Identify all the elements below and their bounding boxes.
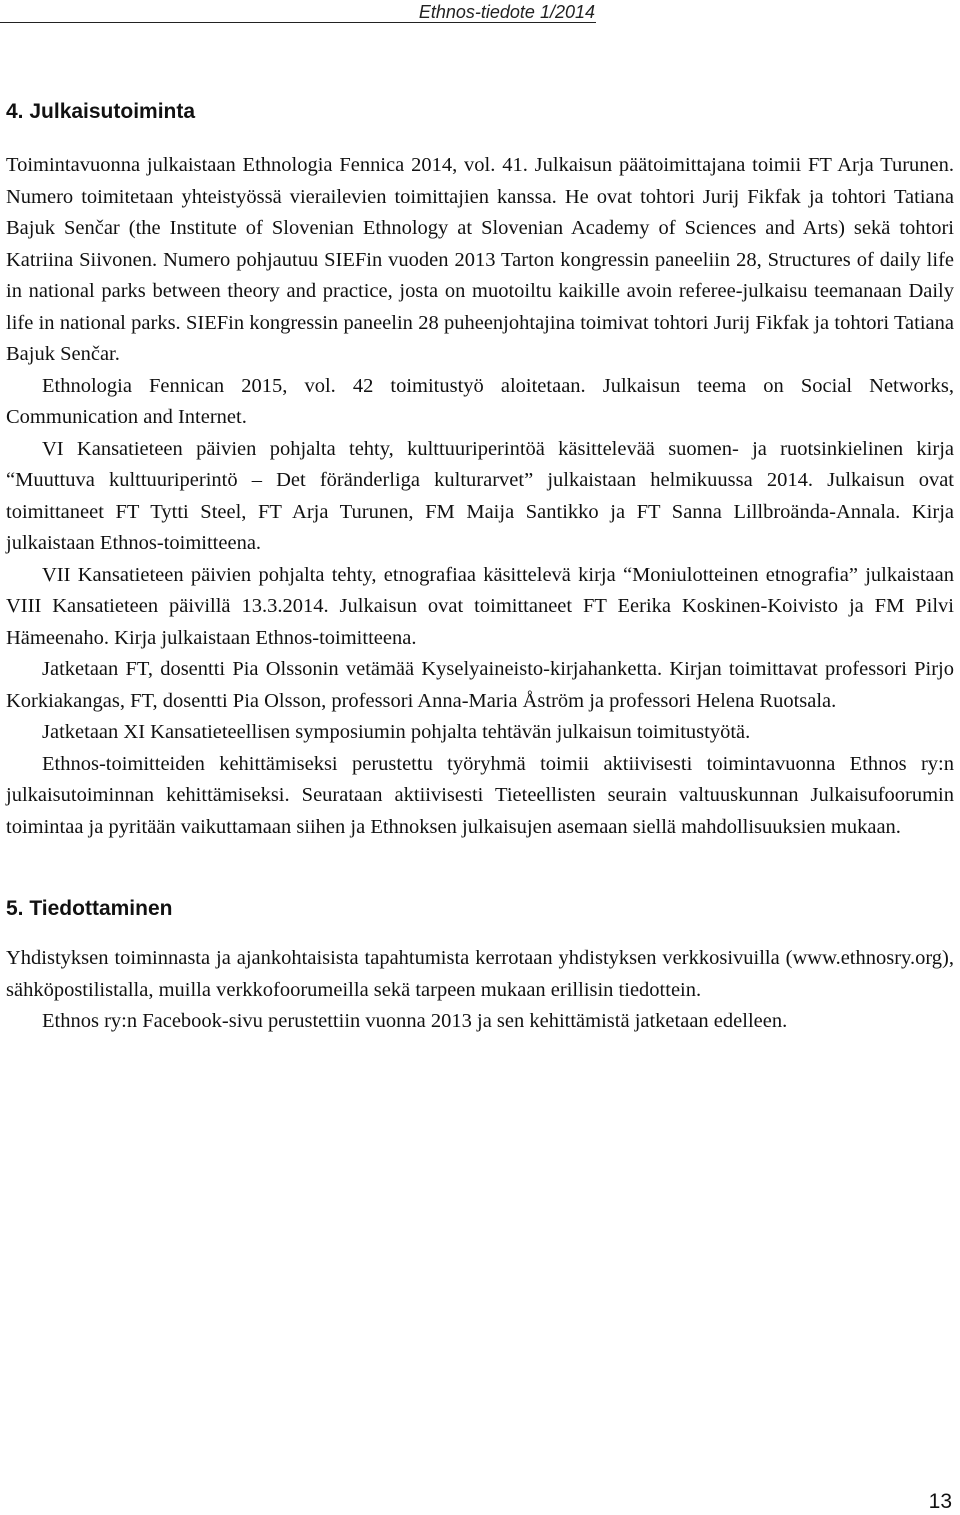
section-4-paragraph-5: Jatketaan FT, dosentti Pia Olssonin vetämää Kyselyaineisto-kirjahanketta. Kirjan toimittavat professori Pirjo Korkiakangas, FT, dosentti Pia Olsson, professori Anna-Maria Åström ja professori Helena Ruotsala. (6, 658, 954, 712)
page-header (0, 0, 960, 30)
section-5-body (6, 943, 954, 1038)
section-5-paragraph-2: Ethnos ry:n Facebook-sivu perustettiin vuonna 2013 ja sen kehittämistä jatketaan edelleen. (42, 1010, 788, 1032)
section-5-paragraph-1: Yhdistyksen toiminnasta ja ajankohtaisista tapahtumista kerrotaan yhdistyksen verkkosivuilla (www.ethnosry.org), sähköpostilistalla, muilla verkkofoorumeilla sekä tarpeen mukaan erillisin tiedottein. (6, 947, 954, 1001)
section-4-paragraph-3: VI Kansatieteen päivien pohjalta tehty, kulttuuriperintöä käsittelevää suomen- ja ruotsinkielinen kirja “Muuttuva kulttuuriperintö – Det föränderliga kulturarvet” julkaistaan helmikuussa 2014. Julkaisun ovat toimittaneet FT Tytti Steel, FT Arja Turunen, FM Maija Santikko ja FT Sanna Lillbroända-Annala. Kirja julkaistaan Ethnos-toimitteena. (6, 437, 954, 554)
header-divider (0, 22, 596, 23)
section-4-paragraph-7: Ethnos-toimitteiden kehittämiseksi perustettu työryhmä toimii aktiivisesti toimintavuonna Ethnos ry:n julkaisutoiminnan kehittämiseksi. Seurataan aktiivisesti Tieteellisten seurain valtuuskunnan Julkaisufoorumin toimintaa ja pyritään vaikuttamaan siihen ja Ethnoksen julkaisujen asemaan siellä mahdollisuuksien mukaan. (6, 752, 954, 838)
section-4-heading: 4. Julkaisutoiminta (6, 100, 196, 123)
document-body (6, 92, 954, 1038)
publication-title: Ethnos-tiedote 1/2014 (418, 2, 595, 22)
section-4-paragraph-1: Toimintavuonna julkaistaan Ethnologia Fennica 2014, vol. 41. Julkaisun päätoimittajana toimii FT Arja Turunen. Numero toimitetaan yhteistyössä vierailevien toimittajien kanssa. He ovat tohtori Jurij Fikfak ja tohtori Tatiana Bajuk Senčar (the Institute of Slovenian Ethnology at Slovenian Academy of Sciences and Arts) sekä tohtori Katriina Siivonen. Numero pohjautuu SIEFin vuoden 2013 Tarton kongressin paneeliin 28, Structures of daily life in national parks between theory and practice, josta on muotoiltu kaikille avoin referee-julkaisu teemanaan Daily life in national parks. SIEFin kongressin paneelin 28 puheenjohtajina toimivat tohtori Jurij Fikfak ja tohtori Tatiana Bajuk Senčar. (6, 154, 954, 365)
section-4-paragraph-6: Jatketaan XI Kansatieteellisen symposiumin pohjalta tehtävän julkaisun toimitustyötä. (42, 721, 751, 743)
section-4-paragraph-2: Ethnologia Fennican 2015, vol. 42 toimitustyö aloitetaan. Julkaisun teema on Social Networks, Communication and Internet. (6, 374, 954, 428)
section-5-heading: 5. Tiedottaminen (6, 897, 173, 920)
page-number: 13 (928, 1490, 952, 1513)
section-4-paragraph-4: VII Kansatieteen päivien pohjalta tehty, etnografiaa käsittelevä kirja “Moniulotteinen etnografia” julkaistaan VIII Kansatieteen päivillä 13.3.2014. Julkaisun ovat toimittaneet FT Eerika Koskinen-Koivisto ja FM Pilvi Hämeenaho. Kirja julkaistaan Ethnos-toimitteena. (6, 563, 954, 649)
section-4-body (6, 150, 954, 843)
